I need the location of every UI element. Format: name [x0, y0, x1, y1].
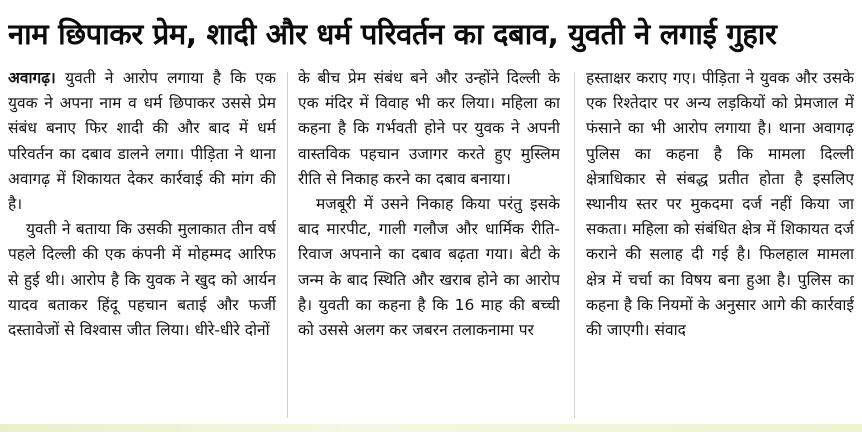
article-column-2 [298, 66, 560, 426]
article-headline: नाम छिपाकर प्रेम, शादी और धर्म परिवर्तन का दबाव, युवती ने लगाई गुहार [8, 17, 777, 51]
paragraph: युवती ने बताया कि उसकी मुलाकात तीन वर्ष पहले दिल्ली की एक कंपनी में मोहम्मद आरिफ से हुई थी। आरोप है कि युवक ने खुद को आर्यन यादव बताकर हिंदू पहचान बताई और फर्जी दस्तावेजों से विश्वास जीत लिया। धीरे-धीरे दोनों [8, 220, 276, 340]
article-column-3 [586, 66, 854, 426]
column-divider [287, 72, 288, 418]
paragraph-text: हस्ताक्षर कराए गए। पीड़िता ने युवक और उसके एक रिश्तेदार पर अन्य लड़कियों को प्रेमजाल में फंसाने का भी आरोप लगाया है। थाना अवागढ़ पुलिस का कहना है कि मामला दिल्ली क्षेत्राधिकार से संबद्ध प्रतीत होता है इसलिए स्थानीय स्तर पर मुकदमा दर्ज नहीं किया जा सकता। महिला को संबंधित क्षेत्र में शिकायत दर्ज कराने की सलाह दी गई है। फिलहाल मामला क्षेत्र में चर्चा का विषय बना हुआ है। पुलिस का कहना है कि नियमों के अनुसार आगे की कार्रवाई की जाएगी। [586, 69, 854, 340]
article-column-1 [8, 66, 276, 426]
byline-credit: संवाद [654, 321, 686, 340]
page-edge-strip [0, 424, 862, 432]
column-divider [574, 72, 575, 418]
paragraph [586, 66, 854, 343]
dateline: अवागढ़। [8, 69, 56, 87]
paragraph: के बीच प्रेम संबंध बने और उन्होंने दिल्ली के एक मंदिर में विवाह भी कर लिया। महिला का कहना है कि गर्भवती होने पर युवक ने अपनी वास्तविक पहचान उजागर करते हुए मुस्लिम रीति से निकाह करने का दबाव बनाया। [298, 69, 560, 188]
paragraph: मजबूरी में उसने निकाह किया परंतु इसके बाद मारपीट, गाली गलौज और धार्मिक रीति-रिवाज अपनाने का दबाव बढ़ता गया। बेटी के जन्म के बाद स्थिति और खराब होने का आरोप है। युवती का कहना है कि 16 माह की बच्ची को उससे अलग कर जबरन तलाकनामा पर [298, 195, 560, 340]
paragraph [8, 66, 276, 217]
paragraph-text: युवती ने आरोप लगाया है कि एक युवक ने अपना नाम व धर्म छिपाकर उससे प्रेम संबंध बनाए फिर शादी की और बाद में धर्म परिवर्तन का दबाव डालने लगा। पीड़िता ने थाना अवागढ़ में शिकायत देकर कार्रवाई की मांग की है। [8, 69, 276, 214]
